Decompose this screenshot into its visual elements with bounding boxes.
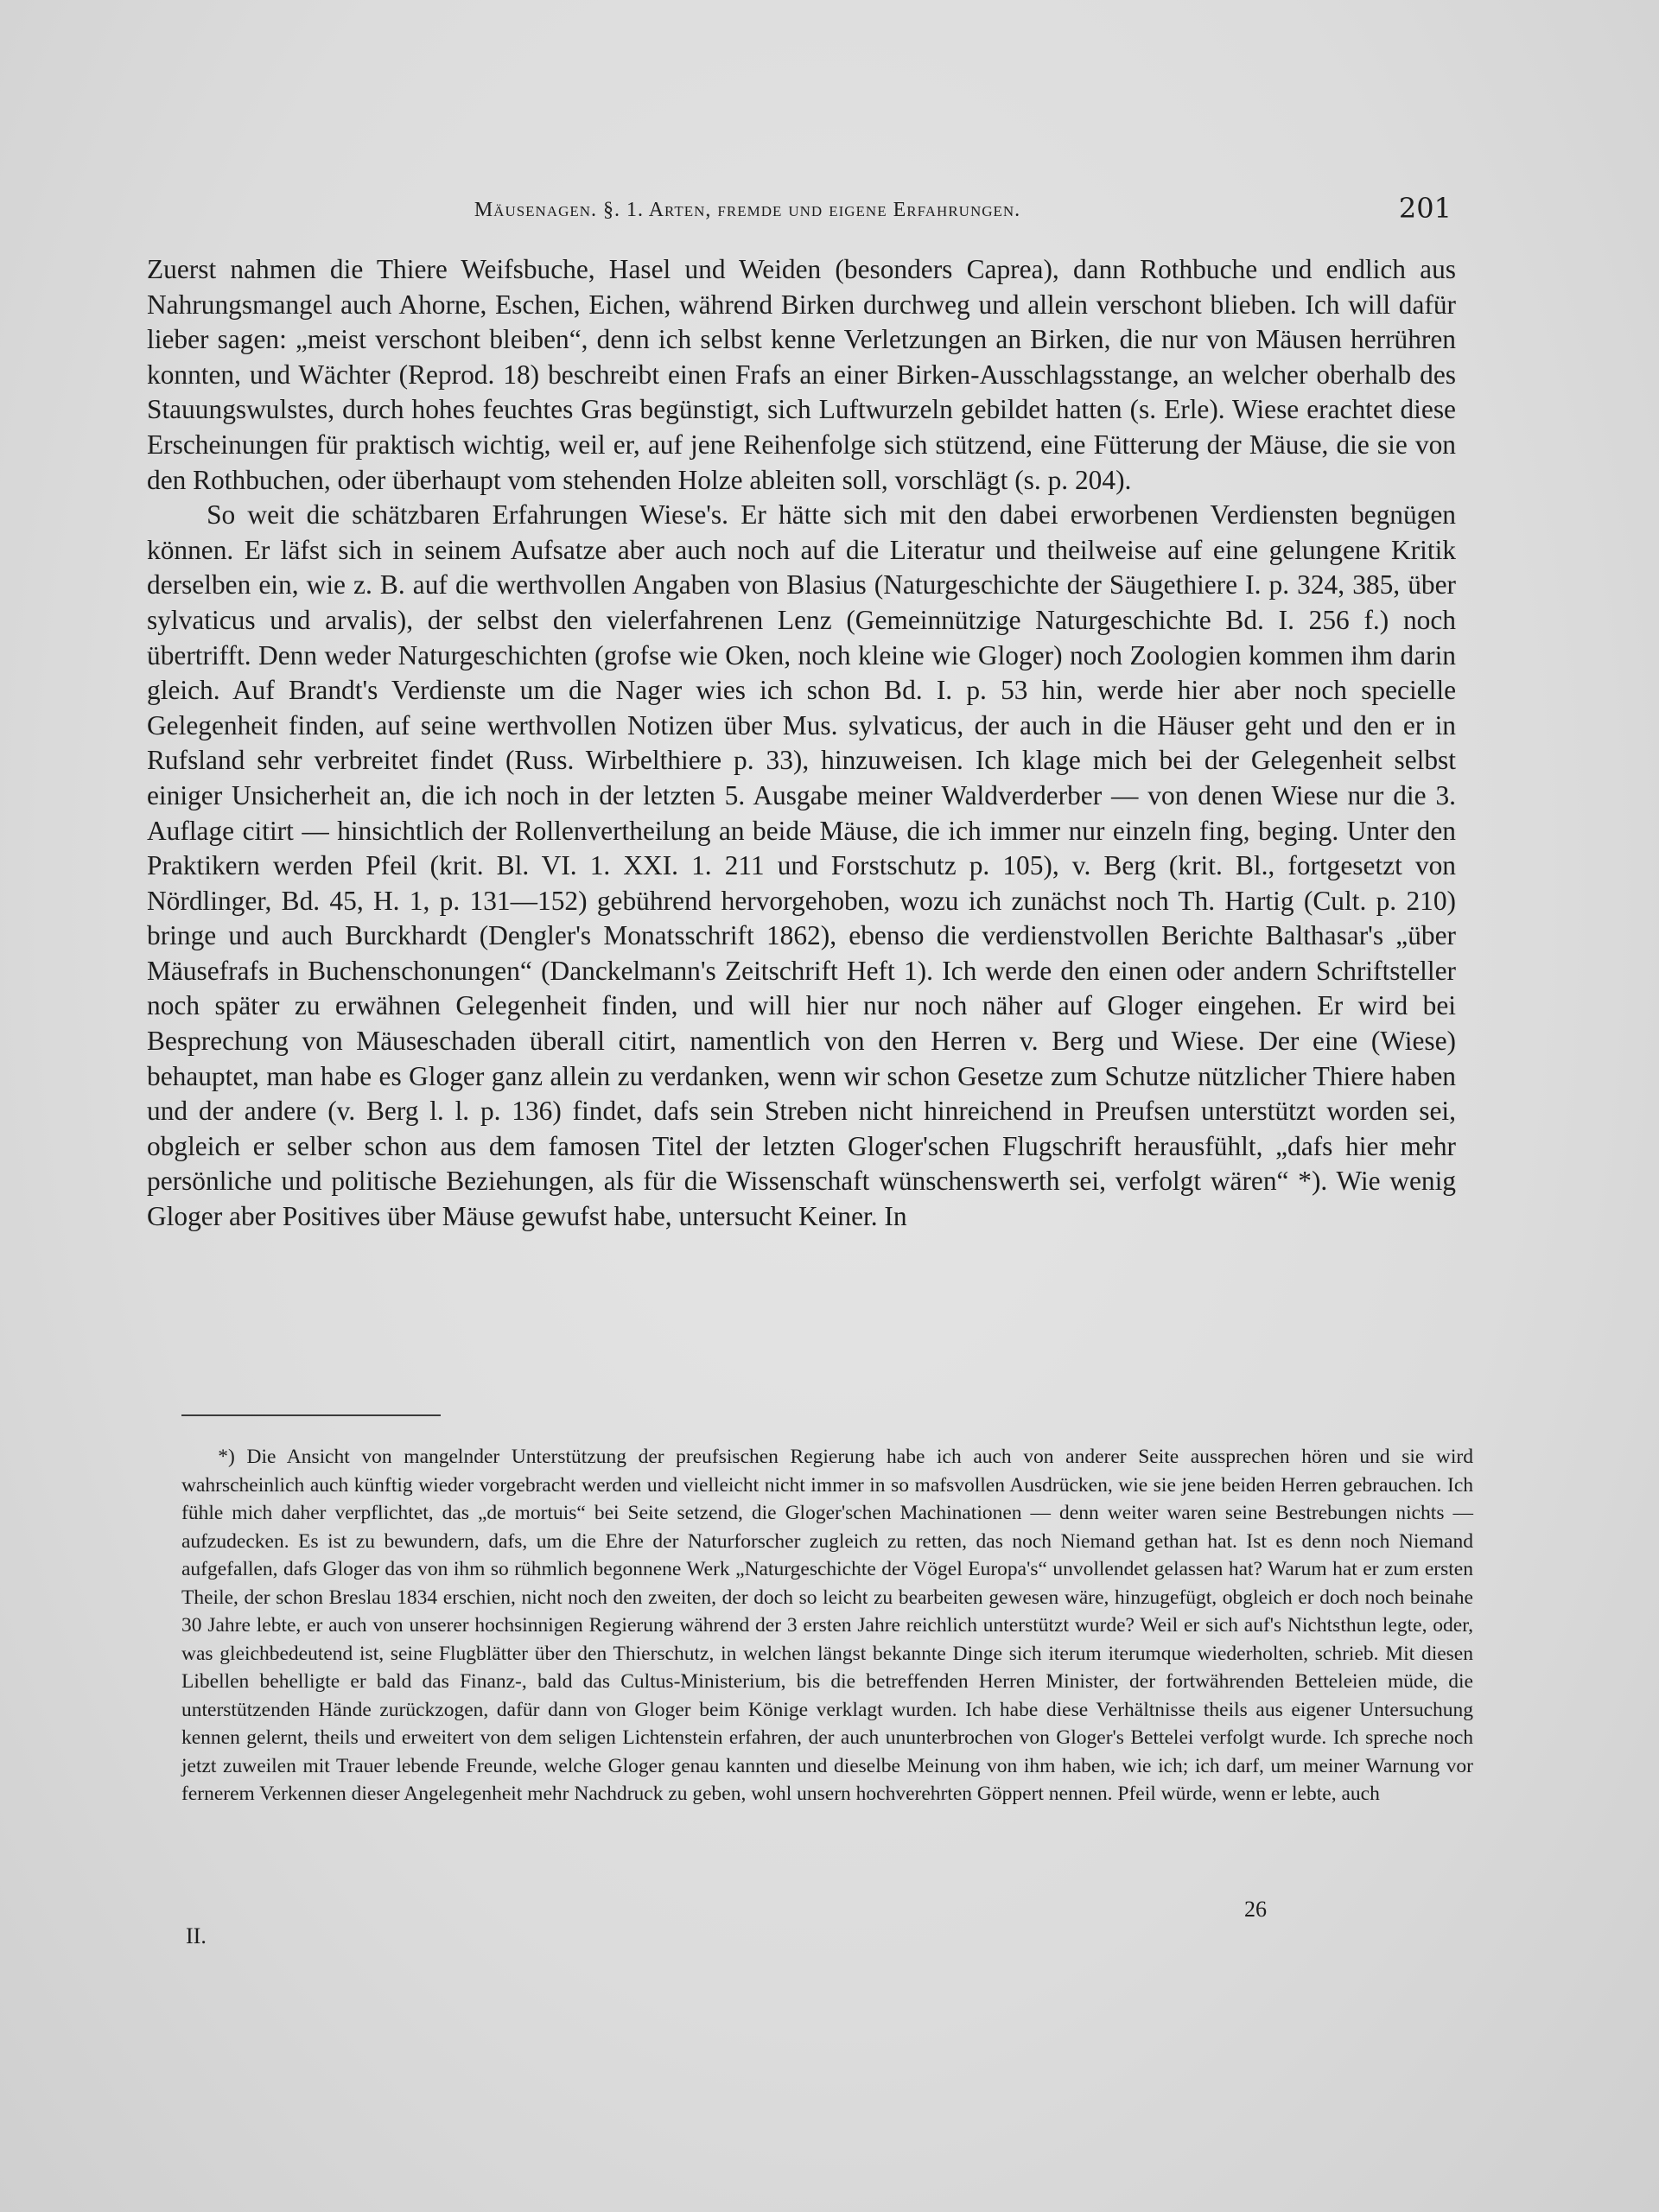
page-number: 201 [1398, 192, 1452, 225]
sheet-mark: II. [186, 1923, 207, 1948]
running-head: Mäusenagen. §. 1. Arten, fremde und eigene Erfahrungen. [474, 199, 1021, 221]
footnote-text: *) Die Ansicht von mangelnder Unterstützung der preufsischen Regierung habe ich auch von anderer Seite aussprechen hören und sie wird wahrscheinlich auch künftig wieder vorgebracht werden und vielleicht nicht immer in so mafsvollen Ausdrücken, wie sie jene beiden Herren gebrauchen. Ich fühle mich daher verpflichtet, das „de mortuis“ bei Seite setzend, die Gloger'schen Machinationen — denn weiter waren seine Bestrebungen nichts — aufzudecken. Es ist zu bewundern, dafs, um die Ehre der Naturforscher zugleich zu retten, das noch Niemand gethan hat. Ist es denn noch Niemand aufgefallen, dafs Gloger das von ihm so rühmlich begonnene Werk „Naturgeschichte der Vögel Europa's“ unvollendet gelassen hat? Warum hat er zum ersten Theile, der schon Breslau 1834 erschien, nicht noch den zweiten, der doch so leicht zu bearbeiten gewesen wäre, hinzugefügt, obgleich er doch noch beinahe 30 Jahre lebte, er auch von unserer hochsinnigen Regierung während der 3 ersten Jahre reichlich unterstützt wurde? Weil er sich auf's Nichtsthun legte, oder, was gleichbedeutend ist, seine Flugblätter über den Thierschutz, in welchen längst bekannte Dinge sich iterum iterumque wiederholten, schrieb. Mit diesen Libellen behelligte er bald das Finanz-, bald das Cultus-Ministerium, bis die betreffenden Herren Minister, der fortwährenden Betteleien müde, die unterstützenden Hände zurückzogen, dafür dann von Gloger beim Könige verklagt wurden. Ich habe diese Verhältnisse theils aus eigener Untersuchung kennen gelernt, theils und erweitert von dem seligen Lichtenstein erfahren, der auch ununterbrochen von Gloger's Bettelei verfolgt wurde. Ich spreche noch jetzt zuweilen mit Trauer lebende Freunde, welche Gloger genau kannten und dieselbe Meinung von ihm haben, wie ich; ich darf, um meiner Warnung vor fernerem Verkennen dieser Angelegenheit mehr Nachdruck zu geben, wohl unsern hochverehrten Göppert nennen. Pfeil würde, wenn er lebte, auch [181, 1446, 1473, 1805]
paragraph: Zuerst nahmen die Thiere Weifsbuche, Hasel und Weiden (besonders Caprea), dann Rothbuche und endlich aus Nahrungsmangel auch Ahorne, Eschen, Eichen, während Birken durchweg und allein verschont blieben. Ich will dafür lieber sagen: „meist verschont bleiben“, denn ich selbst kenne Verletzungen an Birken, die nur von Mäusen herrühren konnten, und Wächter (Reprod. 18) beschreibt einen Frafs an einer Birken-Ausschlagsstange, an welcher oberhalb des Stauungswulstes, durch hohes feuchtes Gras begünstigt, sich Luftwurzeln gebildet hatten (s. Erle). Wiese erachtet diese Erscheinungen für praktisch wichtig, weil er, auf jene Reihenfolge sich stützend, eine Fütterung der Mäuse, die sie von den Rothbuchen, oder überhaupt vom stehenden Holze ableiten soll, vorschlägt (s. p. 204). [147, 254, 1456, 495]
footnote-rule [181, 1414, 441, 1416]
page-header [147, 192, 1452, 235]
body-text [147, 252, 1456, 1235]
footnote [181, 1443, 1473, 1808]
signature-mark: 26 [1244, 1897, 1267, 1922]
paragraph: So weit die schätzbaren Erfahrungen Wiese's. Er hätte sich mit den dabei erworbenen Verdiensten begnügen können. Er läfst sich in seinem Aufsatze aber auch noch auf die Literatur und theilweise auf eine gelungene Kritik derselben ein, wie z. B. auf die werthvollen Angaben von Blasius (Naturgeschichte der Säugethiere I. p. 324, 385, über sylvaticus und arvalis), der selbst den vielerfahrenen Lenz (Gemeinnützige Naturgeschichte Bd. I. 256 f.) noch übertrifft. Denn weder Naturgeschichten (grofse wie Oken, noch kleine wie Gloger) noch Zoologien kommen ihm darin gleich. Auf Brandt's Verdienste um die Nager wies ich schon Bd. I. p. 53 hin, werde hier aber noch specielle Gelegenheit finden, auf seine werthvollen Notizen über Mus. sylvaticus, der auch in die Häuser geht und den er in Rufsland sehr verbreitet findet (Russ. Wirbelthiere p. 33), hinzuweisen. Ich klage mich bei der Gelegenheit selbst einiger Unsicherheit an, die ich noch in der letzten 5. Ausgabe meiner Waldverderber — von denen Wiese nur die 3. Auflage citirt — hinsichtlich der Rollenvertheilung an beide Mäuse, die ich immer nur einzeln fing, beging. Unter den Praktikern werden Pfeil (krit. Bl. VI. 1. XXI. 1. 211 und Forstschutz p. 105), v. Berg (krit. Bl., fortgesetzt von Nördlinger, Bd. 45, H. 1, p. 131—152) gebührend hervorgehoben, wozu ich zunächst noch Th. Hartig (Cult. p. 210) bringe und auch Burckhardt (Dengler's Monatsschrift 1862), ebenso die verdienstvollen Berichte Balthasar's „über Mäusefrafs in Buchenschonungen“ (Danckelmann's Zeitschrift Heft 1). Ich werde den einen oder andern Schriftsteller noch später zu erwähnen Gelegenheit finden, und will hier nur noch näher auf Gloger eingehen. Er wird bei Besprechung von Mäuseschaden überall citirt, namentlich von den Herren v. Berg und Wiese. Der eine (Wiese) behauptet, man habe es Gloger ganz allein zu verdanken, wenn wir schon Gesetze zum Schutze nützlicher Thiere haben und der andere (v. Berg l. l. p. 136) findet, dafs sein Streben nicht hinreichend in Preufsen unterstützt worden sei, obgleich er selber schon aus dem famosen Titel der letzten Gloger'schen Flugschrift herausfühlt, „dafs hier mehr persönliche und politische Beziehungen, als für die Wissenschaft wünschenswerth sei, verfolgt wären“ *). Wie wenig Gloger aber Positives über Mäuse gewufst habe, untersucht Keiner. In [147, 499, 1456, 1232]
